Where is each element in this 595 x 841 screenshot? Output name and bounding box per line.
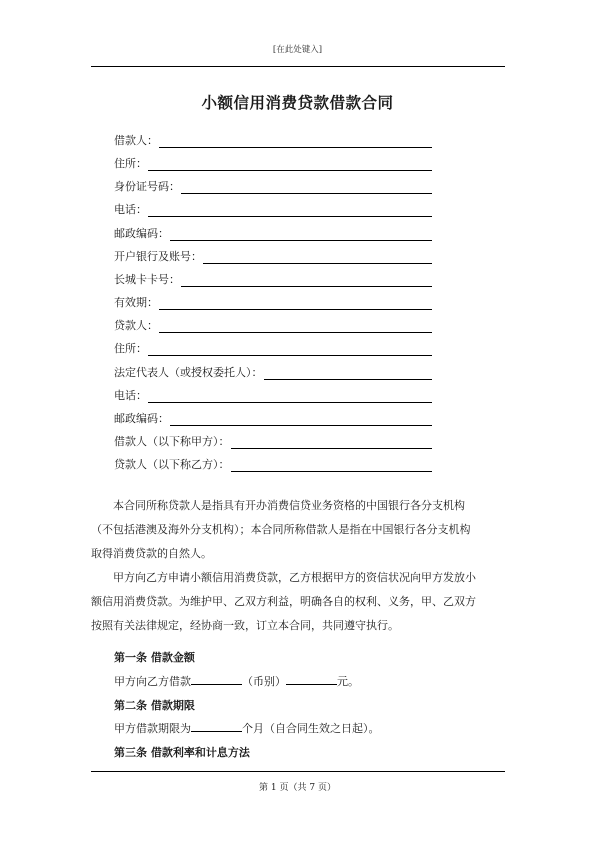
fill-in-line[interactable] bbox=[148, 159, 432, 171]
field-label: 身份证号码： bbox=[114, 180, 180, 193]
paragraph-purpose bbox=[91, 566, 507, 638]
fill-in-line[interactable] bbox=[148, 344, 432, 356]
field-label: 贷款人： bbox=[114, 319, 158, 332]
fill-in-line[interactable] bbox=[148, 205, 432, 217]
paragraph-line: 按照有关法律规定，经协商一致，订立本合同，共同遵守执行。 bbox=[91, 619, 399, 632]
fill-in-line[interactable] bbox=[148, 391, 432, 403]
field-party-b bbox=[114, 456, 432, 472]
field-bank-account bbox=[114, 248, 432, 264]
article-2-text bbox=[114, 720, 380, 736]
document-title: 小额信用消费贷款借款合同 bbox=[201, 93, 394, 112]
article-2-heading: 第二条 借款期限 bbox=[114, 699, 195, 712]
paragraph-line: 甲方向乙方申请小额信用消费贷款，乙方根据甲方的资信状况向甲方发放小 bbox=[113, 571, 476, 584]
currency-blank[interactable] bbox=[286, 673, 337, 685]
field-label: 开户银行及账号： bbox=[114, 250, 202, 263]
amount-blank[interactable] bbox=[191, 673, 242, 685]
field-label: 有效期： bbox=[114, 296, 158, 309]
page-header: [在此处键入] bbox=[272, 45, 323, 55]
field-lender-postcode bbox=[114, 410, 432, 426]
field-legal-representative bbox=[114, 364, 432, 380]
field-lender bbox=[114, 317, 432, 333]
field-label: 住所： bbox=[114, 342, 147, 355]
paragraph-line: 本合同所称贷款人是指具有开办消费信贷业务资格的中国银行各分支机构 bbox=[113, 499, 465, 512]
fill-in-line[interactable] bbox=[203, 252, 432, 264]
article-2-text-a: 甲方借款期限为 bbox=[114, 722, 191, 735]
field-postcode bbox=[114, 225, 432, 241]
field-phone bbox=[114, 201, 432, 217]
article-1-heading: 第一条 借款金额 bbox=[114, 651, 195, 664]
field-label: 长城卡卡号： bbox=[114, 273, 180, 286]
fill-in-line[interactable] bbox=[181, 275, 432, 287]
paragraph-definitions bbox=[91, 494, 507, 566]
fill-in-line[interactable] bbox=[159, 321, 432, 333]
fill-in-line[interactable] bbox=[159, 136, 432, 148]
field-label: 电话： bbox=[114, 203, 147, 216]
field-card-number bbox=[114, 271, 432, 287]
field-label: 住所： bbox=[114, 157, 147, 170]
header-divider bbox=[91, 66, 505, 67]
field-borrower bbox=[114, 132, 432, 148]
article-1-text-b: （币别） bbox=[242, 675, 286, 688]
field-expiry bbox=[114, 294, 432, 310]
fill-in-line[interactable] bbox=[231, 437, 433, 449]
field-id-number bbox=[114, 178, 432, 194]
field-label: 邮政编码： bbox=[114, 412, 169, 425]
field-label: 邮政编码： bbox=[114, 227, 169, 240]
field-label: 借款人（以下称甲方）： bbox=[114, 435, 230, 448]
footer-divider bbox=[91, 771, 505, 772]
term-blank[interactable] bbox=[191, 720, 242, 732]
paragraph-line: 额信用消费贷款。为维护甲、乙双方利益，明确各自的权利、义务，甲、乙双方 bbox=[91, 595, 476, 608]
fill-in-line[interactable] bbox=[159, 298, 432, 310]
paragraph-line: 取得消费贷款的自然人。 bbox=[91, 547, 212, 560]
fill-in-line[interactable] bbox=[264, 368, 433, 380]
field-label: 借款人： bbox=[114, 134, 158, 147]
article-3-heading: 第三条 借款利率和计息方法 bbox=[114, 746, 250, 759]
field-address bbox=[114, 155, 432, 171]
fill-in-line[interactable] bbox=[181, 182, 432, 194]
fill-in-line[interactable] bbox=[170, 229, 432, 241]
field-lender-phone bbox=[114, 387, 432, 403]
article-2-text-b: 个月（自合同生效之日起）。 bbox=[242, 722, 380, 735]
article-1-text-a: 甲方向乙方借款 bbox=[114, 675, 191, 688]
page-footer: 第 1 页（共 7 页） bbox=[259, 783, 336, 793]
fill-in-line[interactable] bbox=[170, 414, 432, 426]
field-label: 电话： bbox=[114, 389, 147, 402]
fill-in-line[interactable] bbox=[231, 460, 433, 472]
paragraph-line: （不包括港澳及海外分支机构）；本合同所称借款人是指在中国银行各分支机构 bbox=[91, 523, 471, 536]
article-1-text-c: 元。 bbox=[337, 675, 359, 688]
article-1-text bbox=[114, 673, 359, 689]
field-party-a bbox=[114, 433, 432, 449]
field-lender-address bbox=[114, 340, 432, 356]
field-label: 法定代表人（或授权委托人）： bbox=[114, 366, 263, 379]
field-label: 贷款人（以下称乙方）： bbox=[114, 458, 230, 471]
